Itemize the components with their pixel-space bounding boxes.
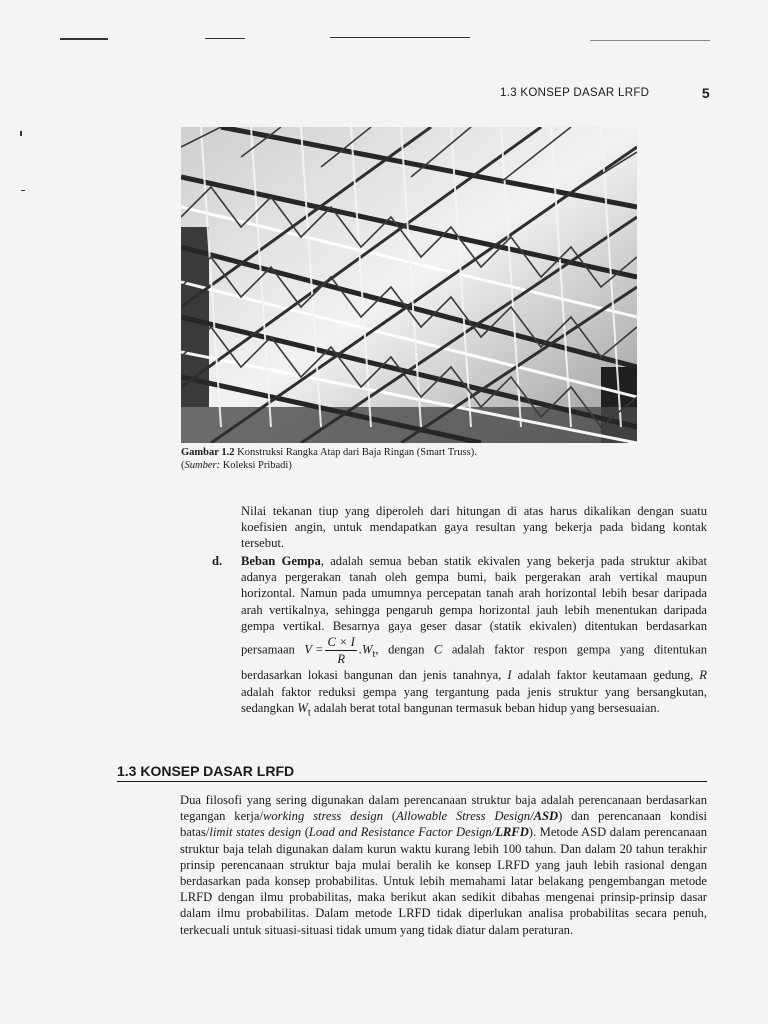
caption-text: Konstruksi Rangka Atap dari Baja Ringan (Smart Truss).: [234, 447, 477, 458]
item-text: , adalah semua beban statik ekivalen yang bekerja pada struktur akibat adanya pergerakan tanah oleh gempa bumi, baik pergerakan arah vertikal maupun horizontal. Namun pada umumnya percepatan tanah arah horizontal lebih besar daripada arah vertikalnya, sehingga pengaruh gempa horizontal jauh lebih menentukan daripada gempa vertikal. Besarnya gaya geser dasar (statik ekivalen) ditentukan berdasarkan persamaan: [241, 554, 708, 657]
paragraph-text: (: [301, 825, 309, 840]
equation-lhs: V =: [304, 642, 324, 657]
variable-c: C: [433, 642, 443, 657]
term-lrfd: LRFD: [495, 825, 529, 840]
term-working-stress-design: working stress design: [262, 809, 384, 824]
running-header: [500, 87, 716, 99]
equation-subscript: t: [372, 649, 376, 661]
term-asd: ASD: [533, 809, 559, 824]
term-lrfd-full: Load and Resistance Factor Design: [308, 825, 492, 840]
term-allowable-stress-design: Allowable Stress Design: [396, 809, 531, 824]
separator: /: [530, 809, 534, 824]
separator: /: [491, 825, 496, 840]
equation-rhs: .W: [358, 642, 373, 657]
scan-artifact: [590, 40, 710, 41]
section-heading: 1.3 KONSEP DASAR LRFD: [117, 763, 707, 782]
equation-denominator: R: [337, 652, 346, 667]
page-number: 5: [701, 85, 710, 101]
paragraph-text: ) dan perencanaan kondisi batas/: [180, 809, 707, 840]
variable-w: W: [297, 700, 308, 715]
scan-artifact: [330, 37, 470, 38]
paragraph-text: (: [383, 809, 397, 824]
equation-numerator: C × I: [325, 634, 356, 651]
term-limit-states-design: limit states design: [209, 825, 302, 840]
item-text: adalah faktor reduksi gempa yang tergantung pada jenis struktur yang bersangkutan, sedangkan: [241, 684, 707, 715]
variable-r: R: [699, 668, 707, 683]
term-beban-gempa: Beban Gempa: [241, 554, 321, 568]
item-text: adalah berat total bangunan termasuk beban hidup yang bersesuaian.: [310, 700, 660, 715]
source-label: Sumber:: [184, 460, 221, 471]
list-item-body: [241, 553, 707, 722]
caption-label: Gambar 1.2: [181, 447, 235, 458]
scan-artifact: [20, 131, 22, 136]
scan-artifact: [60, 38, 108, 40]
item-text: , dengan: [375, 642, 434, 657]
variable-i: I: [507, 668, 512, 683]
scan-artifact: [205, 38, 245, 39]
steel-truss-roof-photo: [181, 127, 637, 443]
source-text: Koleksi Pribadi): [220, 460, 292, 471]
figure-caption: Gambar 1.2 Konstruksi Rangka Atap dari Baja Ringan (Smart Truss). (Sumber: Koleksi Pribadi): [181, 447, 477, 471]
item-text: adalah faktor respon gempa yang ditentukan berdasarkan lokasi bangunan dan jenis tanahnya,: [241, 642, 707, 683]
body-paragraph: [180, 792, 707, 938]
scan-artifact: [21, 190, 25, 191]
list-item-beban-gempa: [212, 553, 707, 722]
paragraph-text: Dua filosofi yang sering digunakan dalam perencanaan struktur baja adalah perencanaan berdasarkan tegangan kerja/: [180, 793, 707, 824]
header-section: 1.3 KONSEP DASAR LRFD: [500, 87, 650, 99]
variable-w-subscript: t: [307, 707, 311, 719]
item-text: adalah faktor keutamaan gedung,: [511, 668, 700, 683]
equation: [304, 634, 375, 667]
body-paragraph: Nilai tekanan tiup yang diperoleh dari hitungan di atas harus dikalikan dengan suatu koefisien angin, untuk mendapatkan gaya resultan yang bekerja pada bidang kontak tersebut.: [241, 504, 707, 551]
paragraph-text: ). Metode ASD dalam perencanaan struktur baja telah digunakan dalam kurun waktu kurang lebih 100 tahun. Dan dalam 20 tahun terakhir prinsip perencanaan struktur baja mulai beralih ke konsep LRFD yang jauh lebih rasional dengan berdasarkan pada konsep probabilitas. Untuk lebih memahami latar belakang pengembangan metode LRFD dengan ilmu probabilitas, maka berikut akan sedikit dibahas mengenai prinsip-prinsip dasar dalam ilmu probabilitas. Dalam metode LRFD tidak diperlukan analisa probabilitas secara penuh, terkecuali untuk situasi-situasi tidak umum yang tidak diatur dalam peraturan.: [180, 825, 707, 937]
equation-fraction: [325, 634, 356, 667]
list-marker: d.: [212, 554, 223, 568]
